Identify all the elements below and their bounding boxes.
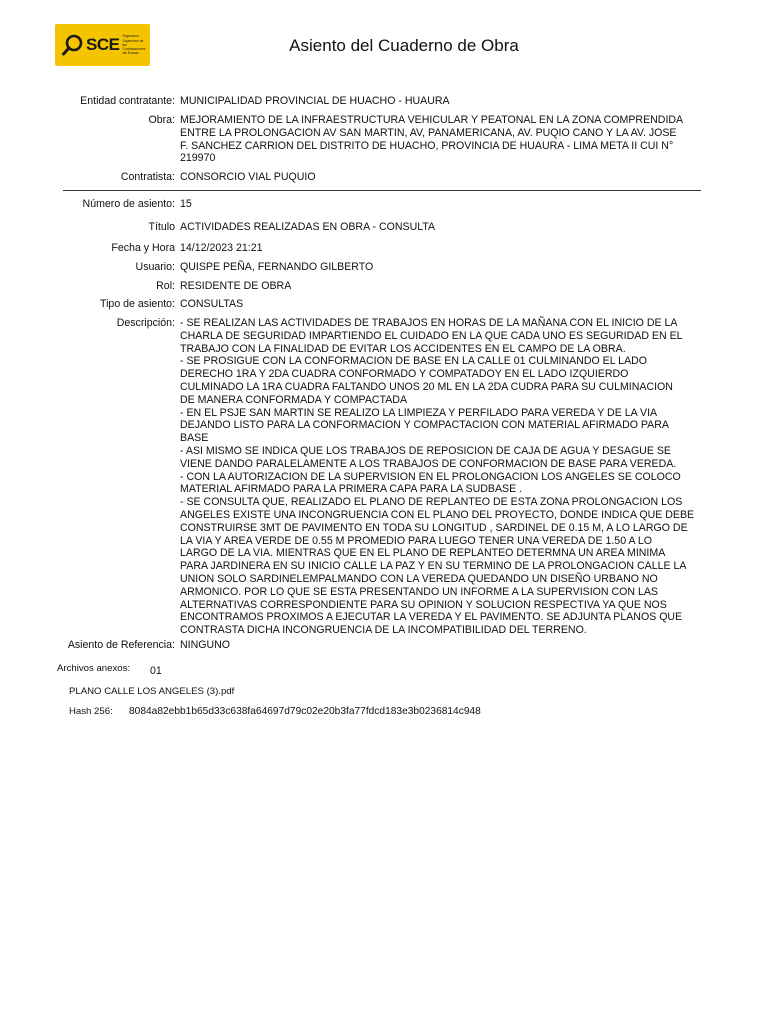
descripcion-line: CONTRASTA DICHA INCONGRUENCIA DE LA INCOMPATIBILIDAD DEL TERRENO.: [180, 624, 587, 637]
contratista-label: Contratista:: [120, 171, 175, 183]
descripcion-line: TRABAJO CON LA FINALIDAD DE EVITAR LOS ACCIDENTES EN EL CAMPO DE LA OBRA.: [180, 342, 626, 355]
logo-wordmark: SCE: [86, 35, 120, 54]
descripcion-line: VIENE DANDO PARALELAMENTE A LOS TRABAJOS DE CONFORMACION DE BASE PARA VEREDA.: [180, 457, 677, 470]
titulo-value: ACTIVIDADES REALIZADAS EN OBRA - CONSULTA: [180, 221, 436, 233]
descripcion-line: LARGO DE LA VIA. MIENTRAS QUE EN EL PLANO DE REPLANTEO DETERMNA UN AREA MINIMA: [180, 547, 666, 560]
document-title: Asiento del Cuaderno de Obra: [289, 36, 519, 55]
referencia-label: Asiento de Referencia:: [67, 639, 175, 651]
descripcion-line: CHARLA DE SEGURIDAD IMPARTIENDO EL CUIDADO EN LA QUE CADA UNO ES SEGURIDAD EN EL: [180, 329, 683, 342]
logo-tagline: Organismo Supervisor de las Contrataciones del Estado: [122, 34, 146, 56]
obra-line: 219970: [180, 152, 216, 165]
descripcion-line: ANGELES EXISTE UNA INCONGRUENCIA CON EL PLANO DEL PROYECTO, DONDE INDICA QUE DEBE: [180, 508, 695, 521]
fecha-value: 14/12/2023 21:21: [180, 242, 263, 254]
usuario-label: Usuario:: [135, 261, 175, 273]
obra-line: F. SANCHEZ CARRION DEL DISTRITO DE HUACHO, PROVINCIA DE HUAURA - LIMA META II CUI N°: [180, 139, 674, 152]
obra-value: [180, 114, 700, 165]
numero-label: Número de asiento:: [82, 198, 175, 210]
descripcion-line: CONSTRUIRSE 3MT DE PAVIMENTO EN TODA SU LONGITUD , SARDINEL DE 0.15 M, A LO LARGO DE: [180, 521, 688, 534]
descripcion-line: ENCONTRAMOS PROXIMOS A EJECUTAR LA VEREDA Y EL PAVIMENTO. SE ADJUNTA PLANOS QUE: [180, 611, 683, 624]
obra-line: MEJORAMIENTO DE LA INFRAESTRUCTURA VEHICULAR Y PEATONAL EN LA ZONA COMPRENDIDA: [180, 114, 684, 126]
entidad-label: Entidad contratante:: [80, 95, 175, 107]
header-divider: [63, 190, 701, 191]
archivos-anexos-label: Archivos anexos:: [57, 663, 131, 674]
hash-value: 8084a82ebb1b65d33c638fa64697d79c02e20b3fa77fdcd183e3b0236814c948: [129, 706, 481, 717]
descripcion-line: - ASI MISMO SE INDICA QUE LOS TRABAJOS DE REPOSICION DE CAJA DE AGUA Y DESAGUE SE: [180, 444, 671, 457]
rol-value: RESIDENTE DE OBRA: [180, 280, 292, 292]
descripcion-line: DE MANERA CONFORMADA Y COMPACTADA: [180, 393, 408, 406]
obra-line: ENTRE LA PROLONGACION AV SAN MARTIN, AV, PANAMERICANA, AV. PUQIO CANO Y LA AV. JOSE: [180, 126, 677, 139]
descripcion-line: BASE: [180, 432, 209, 445]
descripcion-line: MATERIAL AFIRMADO PARA LA PRIMERA CAPA PARA LA SUDBASE .: [180, 483, 523, 496]
usuario-value: QUISPE PEÑA, FERNANDO GILBERTO: [180, 261, 374, 273]
descripcion-line: ARMONICO. POR LO QUE SE ESTA PRESENTANDO UN INFORME A LA SUPERVISION CON LAS: [180, 585, 658, 598]
descripcion-line: DERECHO 1RA Y 2DA CUADRA CONFORMADO Y COMPATADOY EN EL LADO IZQUIERDO: [180, 368, 629, 381]
tipo-label: Tipo de asiento:: [100, 298, 175, 310]
rol-label: Rol:: [156, 280, 175, 292]
descripcion-line: DEJANDO LISTO PARA LA CONFORMACION Y COMPACTACION CON MATERIAL AFIRMADO PARA: [180, 419, 669, 432]
descripcion-line: - SE REALIZAN LAS ACTIVIDADES DE TRABAJOS EN HORAS DE LA MAÑANA CON EL INICIO DE LA: [180, 317, 678, 329]
obra-label: Obra:: [148, 114, 175, 126]
archivos-anexos-count: 01: [150, 665, 162, 677]
descripcion-line: ALTERNATIVAS CORRESPONDIENTE PARA SU OPINION Y SOLUCION RESPECTIVA YA QUE NOS: [180, 598, 667, 611]
hash-label: Hash 256:: [69, 706, 113, 717]
descripcion-line: - SE CONSULTA QUE, REALIZADO EL PLANO DE REPLANTEO DE ESTA ZONA PROLONGACION LOS: [180, 496, 683, 509]
contratista-value: CONSORCIO VIAL PUQUIO: [180, 171, 316, 183]
titulo-label: Título: [148, 221, 175, 233]
attachment-file-name[interactable]: PLANO CALLE LOS ANGELES (3).pdf: [69, 686, 235, 697]
descripcion-line: PARA JARDINERA EN SU INICIO CALLE LA PAZ Y EN SU TERMINO DE LA PROLONGACION CALLE LA: [180, 560, 687, 573]
numero-value: 15: [180, 198, 192, 210]
entidad-value: MUNICIPALIDAD PROVINCIAL DE HUACHO - HUAURA: [180, 95, 450, 107]
descripcion-text: [180, 317, 700, 637]
descripcion-label: Descripción:: [116, 317, 175, 329]
fecha-label: Fecha y Hora: [111, 242, 175, 254]
descripcion-line: - EN EL PSJE SAN MARTIN SE REALIZO LA LIMPIEZA Y PERFILADO PARA VEREDA Y DE LA VIA: [180, 406, 658, 419]
descripcion-line: LA VIA Y AREA VERDE DE 0.55 M PROMEDIO PARA LUEGO TENER UNA VEREDA DE 1.50 A LO: [180, 534, 653, 547]
descripcion-line: - SE PROSIGUE CON LA CONFORMACION DE BASE EN LA CALLE 01 CULMINANDO EL LADO: [180, 355, 648, 368]
descripcion-line: - CON LA AUTORIZACION DE LA SUPERVISION EN EL PROLONGACION LOS ANGELES SE COLOCO: [180, 470, 681, 483]
descripcion-line: CULMINADO LA 1RA CUADRA FALTANDO UNOS 20 ML EN LA 2DA CUDRA PARA SU CULMINACION: [180, 380, 673, 393]
referencia-value: NINGUNO: [180, 639, 231, 651]
tipo-value: CONSULTAS: [180, 298, 244, 310]
descripcion-line: UNION SOLO SARDINELEMPALMANDO CON LA VEREDA QUEDANDO UN DISEÑO URBANO NO: [180, 572, 658, 585]
